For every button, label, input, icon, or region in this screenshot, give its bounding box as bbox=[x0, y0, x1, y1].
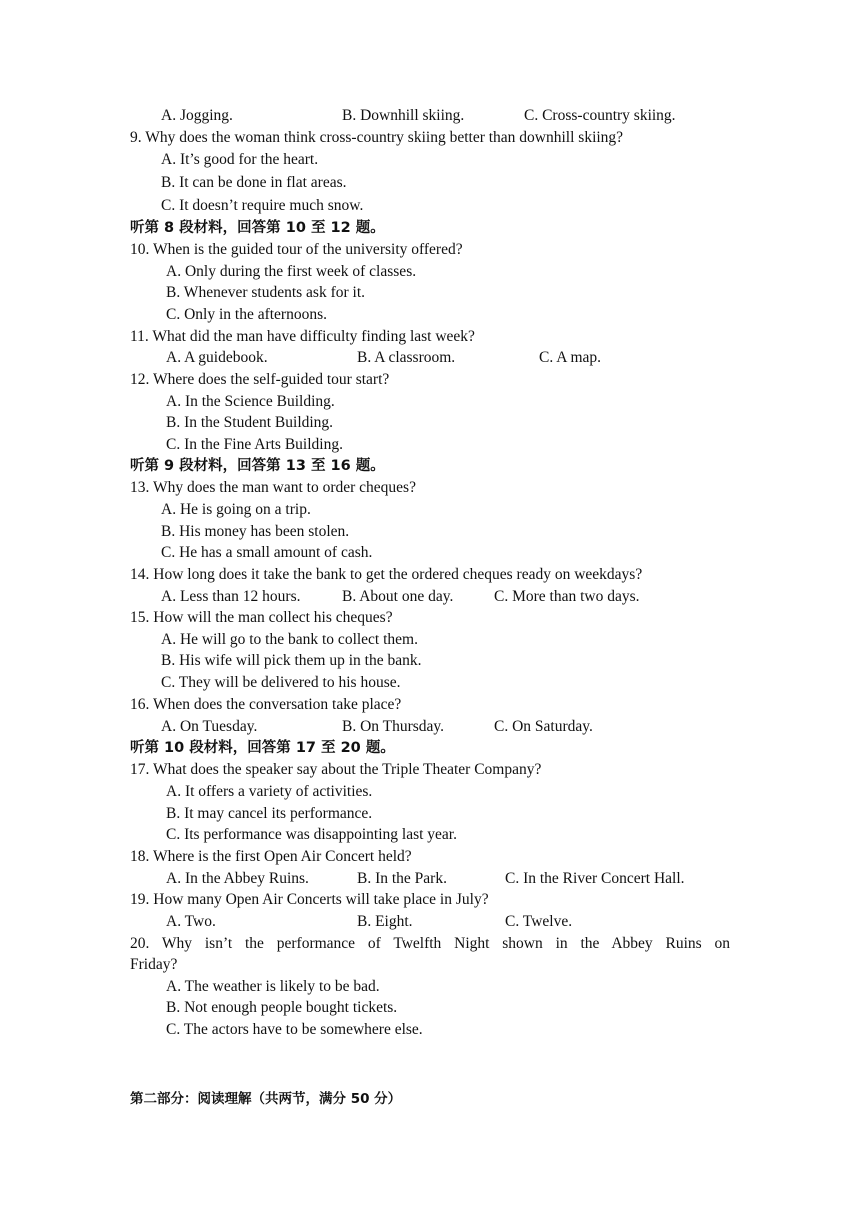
q17-question: 17. What does the speaker say about the Triple Theater Company? bbox=[130, 761, 542, 778]
q8-option-a: A. Jogging. bbox=[161, 107, 233, 124]
q8-option-c: C. Cross-country skiing. bbox=[524, 107, 676, 124]
q16-option-b: B. On Thursday. bbox=[342, 718, 445, 735]
q20-option-b: B. Not enough people bought tickets. bbox=[166, 999, 398, 1016]
q17-option-c: C. Its performance was disappointing last year. bbox=[166, 826, 457, 843]
q9-option-b: B. It can be done in flat areas. bbox=[161, 174, 347, 191]
q20-option-c: C. The actors have to be somewhere else. bbox=[166, 1021, 423, 1038]
q9-question: 9. Why does the woman think cross-country skiing better than downhill skiing? bbox=[130, 129, 624, 146]
q18-option-a: A. In the Abbey Ruins. bbox=[166, 870, 309, 887]
q18-option-b: B. In the Park. bbox=[357, 870, 447, 887]
q13-option-c: C. He has a small amount of cash. bbox=[161, 544, 373, 561]
q20-question-line1: 20. Why isn’t the performance of Twelfth Night shown in the Abbey Ruins on bbox=[130, 935, 730, 952]
q14-option-a: A. Less than 12 hours. bbox=[161, 588, 301, 605]
q11-question: 11. What did the man have difficulty finding last week? bbox=[130, 328, 475, 345]
q20-question-line2: Friday? bbox=[130, 956, 178, 973]
q13-option-b: B. His money has been stolen. bbox=[161, 523, 350, 540]
q13-question: 13. Why does the man want to order cheques? bbox=[130, 479, 416, 496]
q15-option-b: B. His wife will pick them up in the bank. bbox=[161, 652, 422, 669]
q11-option-a: A. A guidebook. bbox=[166, 349, 268, 366]
q9-option-a: A. It’s good for the heart. bbox=[161, 151, 319, 168]
q12-option-a: A. In the Science Building. bbox=[166, 393, 335, 410]
q19-option-a: A. Two. bbox=[166, 913, 216, 930]
section-heading-8: 听第 8 段材料，回答第 10 至 12 题。 bbox=[130, 220, 385, 236]
q19-option-c: C. Twelve. bbox=[505, 913, 573, 930]
q14-option-b: B. About one day. bbox=[342, 588, 454, 605]
q18-question: 18. Where is the first Open Air Concert held? bbox=[130, 848, 412, 865]
q14-question: 14. How long does it take the bank to get the ordered cheques ready on weekdays? bbox=[130, 566, 643, 583]
q17-option-a: A. It offers a variety of activities. bbox=[166, 783, 373, 800]
q17-option-b: B. It may cancel its performance. bbox=[166, 805, 373, 822]
q16-question: 16. When does the conversation take place? bbox=[130, 696, 402, 713]
q20-option-a: A. The weather is likely to be bad. bbox=[166, 978, 380, 995]
q15-question: 15. How will the man collect his cheques? bbox=[130, 609, 393, 626]
q19-question: 19. How many Open Air Concerts will take place in July? bbox=[130, 891, 489, 908]
q12-option-c: C. In the Fine Arts Building. bbox=[166, 436, 343, 453]
q12-option-b: B. In the Student Building. bbox=[166, 414, 334, 431]
q15-option-a: A. He will go to the bank to collect them. bbox=[161, 631, 418, 648]
q10-option-c: C. Only in the afternoons. bbox=[166, 306, 328, 323]
section-heading-9: 听第 9 段材料，回答第 13 至 16 题。 bbox=[130, 458, 385, 474]
q16-option-c: C. On Saturday. bbox=[494, 718, 593, 735]
q16-option-a: A. On Tuesday. bbox=[161, 718, 258, 735]
q13-option-a: A. He is going on a trip. bbox=[161, 501, 311, 518]
q19-option-b: B. Eight. bbox=[357, 913, 413, 930]
q10-option-a: A. Only during the first week of classes. bbox=[166, 263, 417, 280]
q12-question: 12. Where does the self-guided tour start? bbox=[130, 371, 390, 388]
section-heading-10: 听第 10 段材料，回答第 17 至 20 题。 bbox=[130, 740, 395, 756]
part2-heading: 第二部分：阅读理解（共两节，满分 50 分） bbox=[130, 1091, 402, 1107]
q18-option-c: C. In the River Concert Hall. bbox=[505, 870, 685, 887]
q10-option-b: B. Whenever students ask for it. bbox=[166, 284, 366, 301]
q14-option-c: C. More than two days. bbox=[494, 588, 640, 605]
q8-option-b: B. Downhill skiing. bbox=[342, 107, 465, 124]
q15-option-c: C. They will be delivered to his house. bbox=[161, 674, 401, 691]
q11-option-b: B. A classroom. bbox=[357, 349, 456, 366]
q11-option-c: C. A map. bbox=[539, 349, 602, 366]
q9-option-c: C. It doesn’t require much snow. bbox=[161, 197, 364, 214]
q10-question: 10. When is the guided tour of the university offered? bbox=[130, 241, 463, 258]
